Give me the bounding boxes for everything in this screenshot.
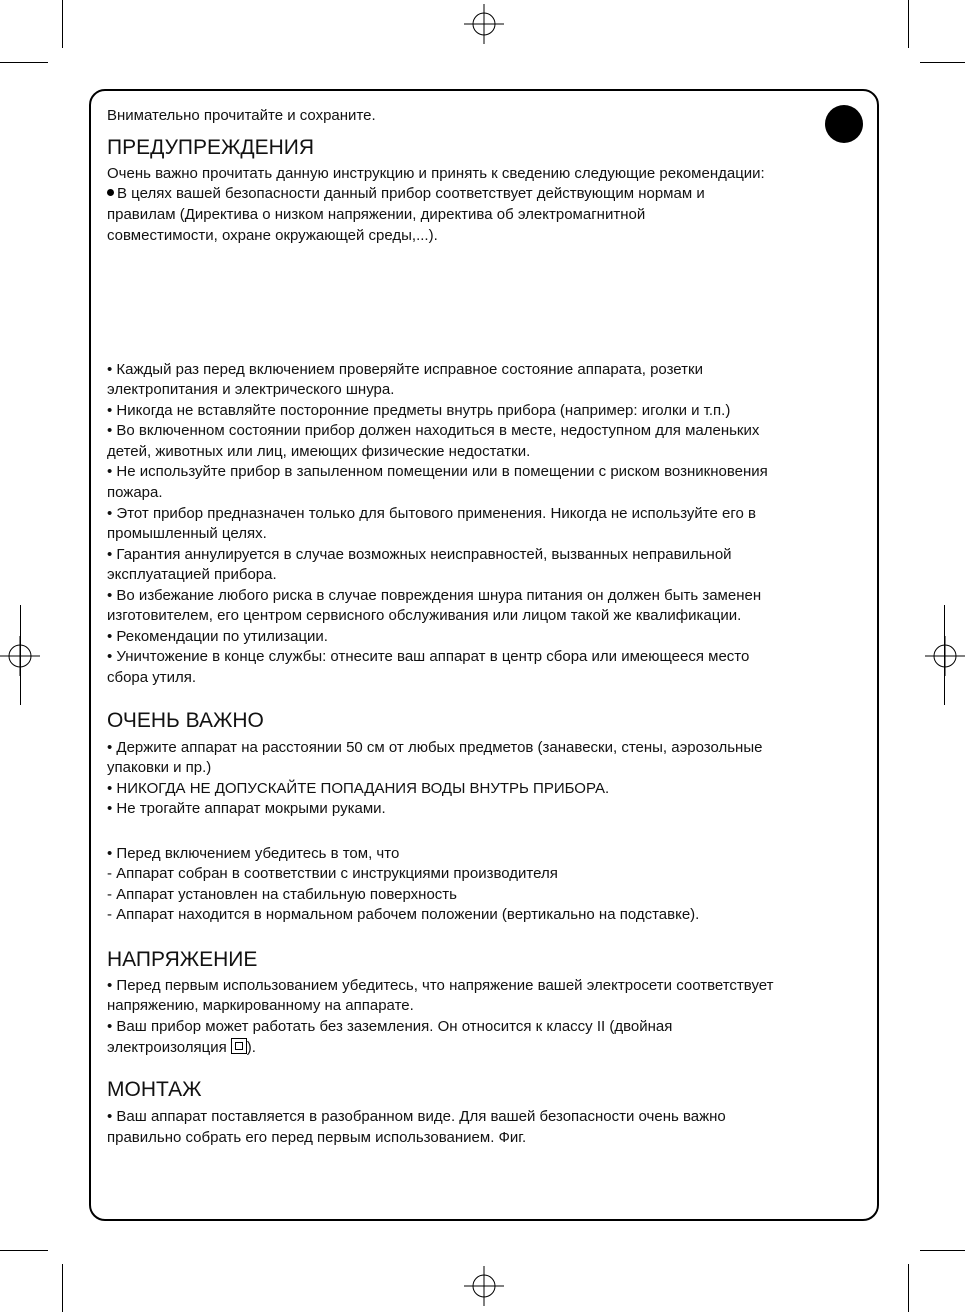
warning-line: промышленный целях. [107, 525, 267, 542]
warnings-heading: ПРЕДУПРЕЖДЕНИЯ [107, 136, 315, 159]
language-marker-dot [825, 105, 863, 143]
warnings-lead: Очень важно прочитать данную инструкцию и принять к сведению следующие рекомендации: [107, 165, 765, 182]
crop-mark [62, 1264, 63, 1312]
warning-line: электропитания и электрического шнура. [107, 381, 395, 398]
crop-mark [0, 62, 48, 63]
warning-line: изготовителем, его центром сервисного обслуживания или лицом такой же квалификации. [107, 607, 742, 624]
crop-mark [20, 605, 21, 705]
check-line: - Аппарат находится в нормальном рабочем положении (вертикально на подставке). [107, 906, 700, 923]
assembly-line: правильно собрать его перед первым использованием. Фиг. [107, 1129, 527, 1146]
important-line: • НИКОГДА НЕ ДОПУСКАЙТЕ ПОПАДАНИЯ ВОДЫ ВНУТРЬ ПРИБОРА. [107, 780, 610, 797]
compliance-line: совместимости, охране окружающей среды,...). [107, 227, 438, 244]
warning-line: • Каждый раз перед включением проверяйте исправное состояние аппарата, розетки [107, 361, 703, 378]
crop-mark [944, 605, 945, 705]
double-insulation-class-ii-icon [231, 1038, 247, 1054]
registration-mark-right [925, 636, 965, 676]
registration-mark-top [464, 4, 504, 44]
check-line: - Аппарат установлен на стабильную поверхность [107, 886, 457, 903]
important-line: • Не трогайте аппарат мокрыми руками. [107, 800, 386, 817]
voltage-line: напряжению, маркированному на аппарате. [107, 997, 414, 1014]
warning-line: эксплуатацией прибора. [107, 566, 277, 583]
important-heading: ОЧЕНЬ ВАЖНО [107, 709, 264, 732]
check-line: • Перед включением убедитесь в том, что [107, 845, 400, 862]
voltage-heading: НАПРЯЖЕНИЕ [107, 948, 258, 971]
warning-line: пожара. [107, 484, 163, 501]
voltage-line: • Перед первым использованием убедитесь, что напряжение вашей электросети соответствует [107, 977, 774, 994]
crop-mark [908, 0, 909, 48]
warning-line: • Уничтожение в конце службы: отнесите ваш аппарат в центр сбора или имеющееся место [107, 648, 750, 665]
registration-mark-bottom [464, 1266, 504, 1306]
warning-line: • Рекомендации по утилизации. [107, 628, 328, 645]
crop-mark [0, 1250, 48, 1251]
warning-line: сбора утиля. [107, 669, 197, 686]
compliance-line: правилам (Директива о низком напряжении, директива об электромагнитной [107, 206, 646, 223]
crop-mark [908, 1264, 909, 1312]
warning-line: • Этот прибор предназначен только для бытового применения. Никогда не используйте его в [107, 505, 756, 522]
warning-line: • Гарантия аннулируется в случае возможных неисправностей, вызванных неправильной [107, 546, 732, 563]
crop-mark [62, 0, 63, 48]
important-line: упаковки и пр.) [107, 759, 212, 776]
warning-line: • Во избежание любого риска в случае повреждения шнура питания он должен быть заменен [107, 587, 762, 604]
check-line: - Аппарат собран в соответствии с инструкциями производителя [107, 865, 558, 882]
warning-line: • Во включенном состоянии прибор должен находиться в месте, недоступном для маленьких [107, 422, 760, 439]
intro-text: Внимательно прочитайте и сохраните. [107, 107, 376, 124]
warning-line: • Никогда не вставляйте посторонние предметы внутрь прибора (например: иголки и т.п.) [107, 402, 731, 419]
crop-mark [920, 62, 965, 63]
warning-line: • Не используйте прибор в запыленном помещении или в помещении с риском возникновения [107, 463, 768, 480]
compliance-line: В целях вашей безопасности данный прибор соответствует действующим нормам и [107, 183, 705, 204]
assembly-line: • Ваш аппарат поставляется в разобранном виде. Для вашей безопасности очень важно [107, 1108, 726, 1125]
warning-line: детей, животных или лиц, имеющих физические недостатки. [107, 443, 531, 460]
crop-mark [920, 1250, 965, 1251]
bullet-icon [107, 189, 114, 196]
voltage-line: • Ваш прибор может работать без заземления. Он относится к классу II (двойная [107, 1018, 673, 1035]
assembly-heading: МОНТАЖ [107, 1078, 202, 1101]
voltage-line: электроизоляция ). [107, 1039, 256, 1056]
important-line: • Держите аппарат на расстоянии 50 см от любых предметов (занавески, стены, аэрозольные [107, 739, 763, 756]
